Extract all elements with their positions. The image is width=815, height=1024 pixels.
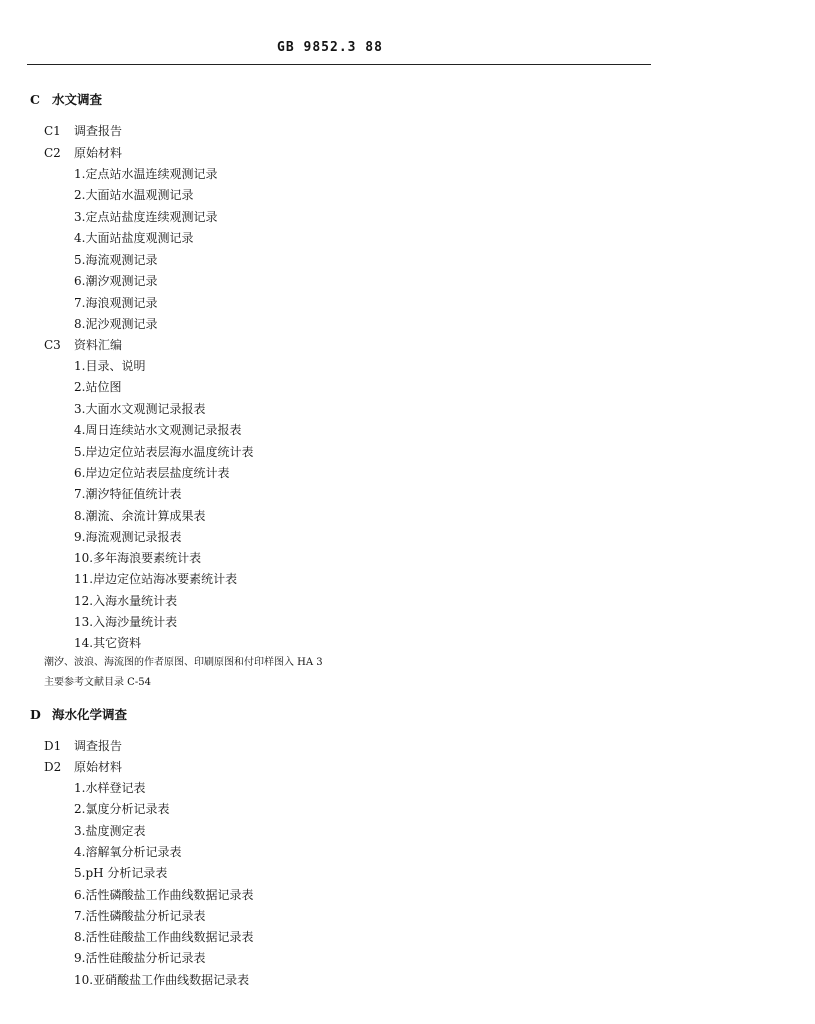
section-code: D <box>30 707 41 722</box>
list-item: 4.大面站盐度观测记录 <box>74 231 194 245</box>
list-item: 6.岸边定位站表层盐度统计表 <box>74 466 230 480</box>
list-item: 1.目录、说明 <box>74 359 146 373</box>
list-item: 9.活性硅酸盐分析记录表 <box>74 951 206 965</box>
list-item: 6.活性磷酸盐工作曲线数据记录表 <box>74 888 254 902</box>
list-item: 7.活性磷酸盐分析记录表 <box>74 909 206 923</box>
list-item: 2.大面站水温观测记录 <box>74 188 194 202</box>
list-item: 10.多年海浪要素统计表 <box>74 551 202 565</box>
entry-code: C2 <box>44 146 61 160</box>
list-item: 6.潮汐观测记录 <box>74 274 158 288</box>
list-item: 7.海浪观测记录 <box>74 296 158 310</box>
list-item: 8.潮流、余流计算成果表 <box>74 509 206 523</box>
list-item: 8.活性硅酸盐工作曲线数据记录表 <box>74 930 254 944</box>
entry-code: C1 <box>44 124 61 138</box>
list-item: 12.入海水量统计表 <box>74 594 178 608</box>
header-rule <box>27 64 651 65</box>
list-item: 7.潮汐特征值统计表 <box>74 487 182 501</box>
list-item: 2.站位图 <box>74 380 122 394</box>
list-item: 11.岸边定位站海冰要素统计表 <box>74 572 238 586</box>
list-item: 4.周日连续站水文观测记录报表 <box>74 423 242 437</box>
list-item: 2.氯度分析记录表 <box>74 802 170 816</box>
list-item: 9.海流观测记录报表 <box>74 530 182 544</box>
list-item: 3.盐度测定表 <box>74 824 146 838</box>
entry-label: 调查报告 <box>74 124 123 138</box>
entry-label: 资料汇编 <box>74 338 123 352</box>
c2-entry <box>44 146 122 160</box>
entry-label: 原始材料 <box>74 146 123 160</box>
section-d-heading <box>30 708 127 722</box>
c1-entry <box>44 124 122 138</box>
note-line: 潮汐、波浪、海流图的作者原图、印刷原图和付印样图入 HA 3 <box>44 657 323 668</box>
entry-code: C3 <box>44 338 61 352</box>
c3-entry <box>44 338 122 352</box>
note-line: 主要参考文献目录 C-54 <box>44 677 151 688</box>
section-code: C <box>30 92 40 107</box>
list-item: 1.定点站水温连续观测记录 <box>74 167 218 181</box>
entry-code: D2 <box>44 760 62 774</box>
d2-entry <box>44 760 122 774</box>
entry-code: D1 <box>44 739 62 753</box>
list-item: 1.水样登记表 <box>74 781 146 795</box>
list-item: 3.定点站盐度连续观测记录 <box>74 210 218 224</box>
entry-label: 原始材料 <box>74 760 123 774</box>
list-item: 3.大面水文观测记录报表 <box>74 402 206 416</box>
list-item: 5.pH 分析记录表 <box>74 866 168 880</box>
list-item: 14.其它资料 <box>74 636 142 650</box>
list-item: 8.泥沙观测记录 <box>74 317 158 331</box>
list-item: 13.入海沙量统计表 <box>74 615 178 629</box>
list-item: 5.岸边定位站表层海水温度统计表 <box>74 445 254 459</box>
section-title: 水文调查 <box>52 92 103 107</box>
list-item: 10.亚硝酸盐工作曲线数据记录表 <box>74 973 250 987</box>
section-c-heading <box>30 93 102 107</box>
entry-label: 调查报告 <box>74 739 123 753</box>
d1-entry <box>44 739 122 753</box>
page-header: GB 9852.3 88 <box>277 40 383 55</box>
section-title: 海水化学调查 <box>52 707 128 722</box>
list-item: 4.溶解氧分析记录表 <box>74 845 182 859</box>
list-item: 5.海流观测记录 <box>74 253 158 267</box>
